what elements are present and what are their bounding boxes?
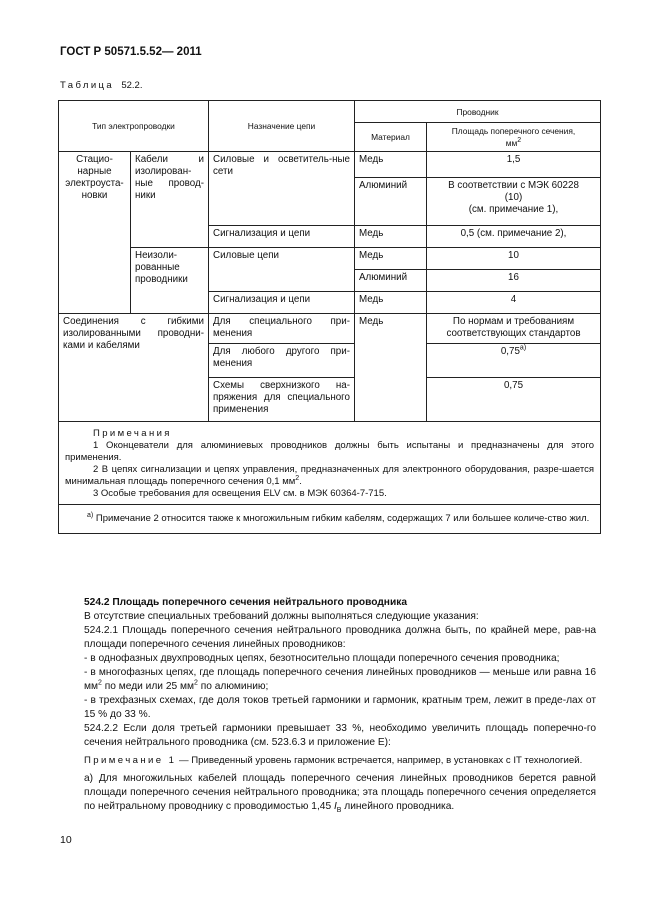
cell-area: 10: [427, 248, 601, 270]
page-number: 10: [60, 834, 72, 846]
section-heading: 524.2 Площадь поперечного сечения нейтрального проводника: [84, 597, 407, 608]
cell-power-circuits: Силовые цепи: [209, 248, 355, 292]
header-conductor: Проводник: [355, 101, 601, 123]
paragraph: 524.2.1 Площадь поперечного сечения нейтрального проводника должна быть, по крайней мере, рав-на площади поперечного сечения линейных проводников:: [84, 625, 596, 650]
table-footnote: $^{а)}$ Примечание 2 относится также к многожильным гибким кабелям, содержащих 7 или большее количе-ство жил.: [59, 505, 601, 534]
paragraph: 524.2.2 Если доля третьей гармоники превышает 33 %, необходимо увеличить площадь поперечно-го сечения нейтрального проводника (см. 523.6.3 и приложение Е):: [84, 723, 596, 748]
section-524-2: [84, 596, 596, 818]
cell-area: 4: [427, 292, 601, 314]
cell-uninsulated: Неизоли-рованные проводники: [131, 248, 209, 314]
cell-signalling: Сигнализация и цепи: [209, 292, 355, 314]
table-caption: Таблица 52.2.: [60, 80, 143, 91]
cell-material-aluminium: Алюминий: [355, 270, 427, 292]
cell-fixed-installations: Стацио-нарные электроуста-новки: [59, 152, 131, 314]
table-52-2: [58, 100, 601, 534]
cell-material-aluminium: Алюминий: [355, 178, 427, 226]
header-material: Материал: [355, 123, 427, 152]
cell-special-use: Для специального при-менения: [209, 314, 355, 344]
cell-area: 0,5 (см. примечание 2),: [427, 226, 601, 248]
paragraph: В отсутствие специальных требований должны выполняться следующие указания:: [84, 611, 479, 622]
header-circuit-purpose: Назначение цепи: [209, 101, 355, 152]
cell-elv: Схемы сверхнизкого на-пряжения для специального применения: [209, 378, 355, 422]
cell-area: 16: [427, 270, 601, 292]
list-item: - в многофазных цепях, где площадь поперечного сечения линейных проводников — меньше или равна 16 $мм^2$ по меди или 25 $мм^2$ по алюминию;: [84, 667, 596, 692]
cell-power-lighting: Силовые и осветитель-ные сети: [209, 152, 355, 226]
cell-material-copper: Медь: [355, 292, 427, 314]
cell-area: 0,75: [427, 378, 601, 422]
cell-material-copper: Медь: [355, 226, 427, 248]
cell-area: По нормам и требованиям соответствующих стандартов: [427, 314, 601, 344]
table-notes: Примечания 1 Оконцеватели для алюминиевых проводников должны быть испытаны и предназначены для этого применения. 2 В цепях сигнализации и цепях управления, предназначенных для электронного оборудования, разре-шается минимальная площадь поперечного сечения 0,1 $мм^2$. 3 Особые требования для освещения ELV см. в МЭК 60364-7-715.: [59, 422, 601, 505]
list-item: - в однофазных двухпроводных цепях, безотносительно площади поперечного сечения проводника;: [84, 653, 560, 664]
cell-cables-insulated: Кабели и изолирован-ные провод-ники: [131, 152, 209, 248]
cell-signalling: Сигнализация и цепи: [209, 226, 355, 248]
paragraph: а) Для многожильных кабелей площадь поперечного сечения линейных проводников берется равной площади поперечного сечения нейтрального проводника; эта площадь поперечного сечения определяется по нейтральному проводнику с проводимостью 1,45 $I_B$ линейного проводника.: [84, 773, 596, 815]
cell-area: 1,5: [427, 152, 601, 178]
cell-material-copper: Медь: [355, 248, 427, 270]
cell-flexible-connections: Соединения с гибкими изолированными проводни-ками и кабелями: [59, 314, 209, 422]
document-header: ГОСТ Р 50571.5.52— 2011: [60, 46, 202, 58]
cell-other-use: Для любого другого при-менения: [209, 344, 355, 378]
cell-area: В соответствии с МЭК 60228 (10) (см. примечание 1),: [427, 178, 601, 226]
note: Примечание 1 — Приведенный уровень гармоник встречается, например, в установках с IT технологией.: [84, 755, 583, 766]
list-item: - в трехфазных схемах, где доля токов третьей гармоники и гармоник, кратным трем, лежит в преде-лах от 15 % до 33 %.: [84, 695, 596, 720]
cell-area: $0,75^{а)}$: [427, 344, 601, 378]
header-cross-section: Площадь поперечного сечения, $мм^2$: [427, 123, 601, 152]
cell-material-copper: Медь: [355, 152, 427, 178]
header-wiring-type: Тип электропроводки: [59, 101, 209, 152]
cell-material-copper: Медь: [355, 314, 427, 422]
